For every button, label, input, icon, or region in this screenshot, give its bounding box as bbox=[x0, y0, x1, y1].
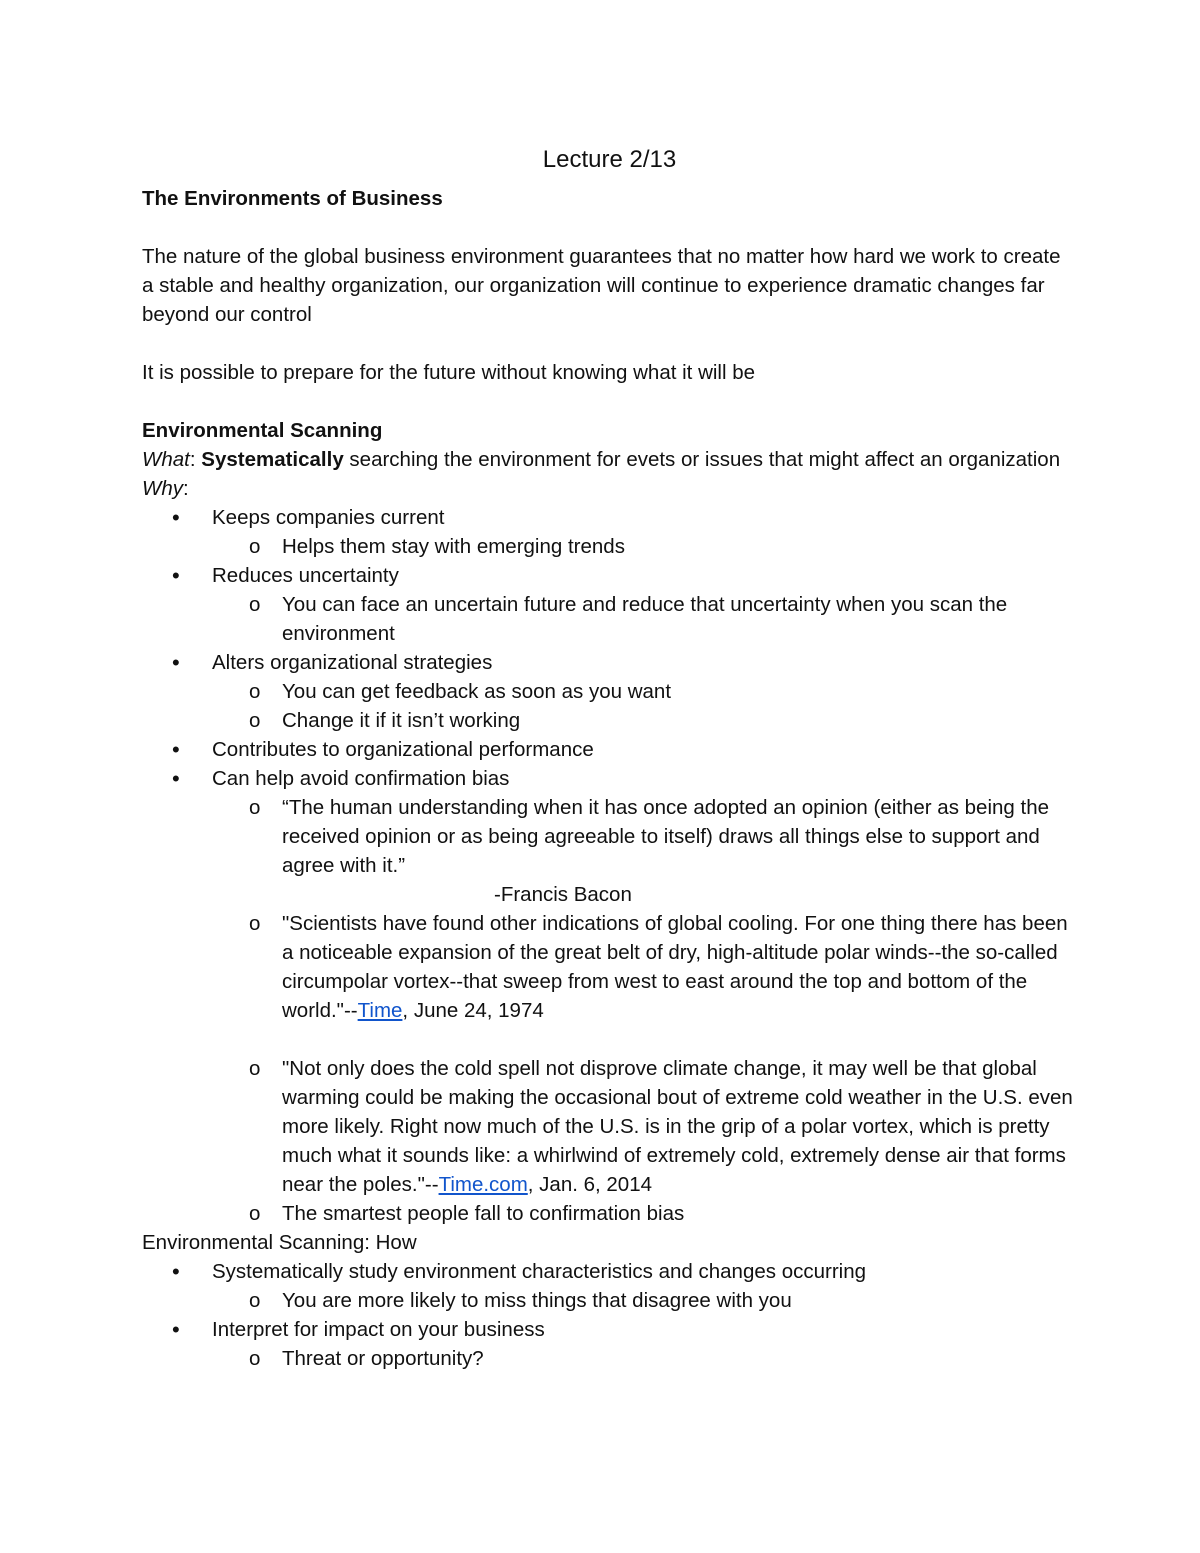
quote-time-2014 bbox=[212, 1054, 1077, 1199]
quote-bacon bbox=[212, 793, 1077, 909]
quote-date: , Jan. 6, 2014 bbox=[527, 1173, 653, 1196]
bullet-text: Systematically study environment characteristics and changes occurring bbox=[212, 1260, 867, 1283]
list-item bbox=[142, 503, 1077, 561]
document-page bbox=[142, 140, 1077, 1373]
intro-paragraph: The nature of the global business environment guarantees that no matter how hard we work to create a stable and healthy organization, our organization will continue to experience dramatic changes far beyond our control bbox=[142, 245, 1061, 326]
time-com-link[interactable]: Time.com bbox=[438, 1173, 528, 1196]
how-list bbox=[142, 1257, 1077, 1373]
what-line bbox=[142, 445, 1077, 474]
sub-list-item: o The smartest people fall to confirmation bias bbox=[212, 1199, 1077, 1228]
sub-list-item: o You can get feedback as soon as you want bbox=[212, 677, 1077, 706]
list-item bbox=[142, 561, 1077, 648]
what-rest: searching the environment for evets or issues that might affect an organization bbox=[343, 448, 1061, 471]
list-item bbox=[142, 1257, 1077, 1315]
quote-text: “The human understanding when it has once adopted an opinion (either as being the received opinion or as being agreeable to itself) draws all things else to support and agree with it.” bbox=[282, 796, 1050, 877]
why-label: Why bbox=[142, 477, 183, 500]
sub-list-item: o Helps them stay with emerging trends bbox=[212, 532, 1077, 561]
list-item bbox=[142, 764, 1077, 1228]
bullet-text: Contributes to organizational performance bbox=[212, 738, 594, 761]
bullet-text: Can help avoid confirmation bias bbox=[212, 767, 510, 790]
sub-list-item: o Threat or opportunity? bbox=[212, 1344, 1077, 1373]
bullet-text: Reduces uncertainty bbox=[212, 564, 399, 587]
page-title: Lecture 2/13 bbox=[542, 146, 677, 173]
scanning-heading: Environmental Scanning bbox=[142, 419, 383, 442]
bullet-text: Interpret for impact on your business bbox=[212, 1318, 545, 1341]
what-bold: Systematically bbox=[201, 448, 344, 471]
what-colon: : bbox=[189, 448, 202, 471]
bullet-text: Alters organizational strategies bbox=[212, 651, 493, 674]
quote-attribution: -Francis Bacon bbox=[494, 883, 632, 906]
sub-list-item: o You are more likely to miss things that disagree with you bbox=[212, 1286, 1077, 1315]
prepare-paragraph: It is possible to prepare for the future without knowing what it will be bbox=[142, 361, 756, 384]
list-item bbox=[142, 648, 1077, 735]
quote-time-1974 bbox=[212, 909, 1077, 1025]
list-item bbox=[142, 1315, 1077, 1373]
time-link[interactable]: Time bbox=[357, 999, 403, 1022]
sub-list-item: o You can face an uncertain future and reduce that uncertainty when you scan the environment bbox=[212, 590, 1077, 648]
sub-list-item: o Change it if it isn’t working bbox=[212, 706, 1077, 735]
quote-date: , June 24, 1974 bbox=[402, 999, 544, 1022]
what-label: What bbox=[142, 448, 190, 471]
how-heading: Environmental Scanning: How bbox=[142, 1231, 417, 1254]
section-heading: The Environments of Business bbox=[142, 187, 443, 210]
why-list bbox=[142, 503, 1077, 1228]
why-colon: : bbox=[183, 477, 189, 500]
bullet-text: Keeps companies current bbox=[212, 506, 445, 529]
quote-text: "Scientists have found other indications of global cooling. For one thing there has been a noticeable expansion of the great belt of dry, high-altitude polar winds--the so-called circumpolar vortex--that sweep from west to east around the top and bottom of the world."-- bbox=[282, 912, 1068, 1022]
quote-text: "Not only does the cold spell not disprove climate change, it may well be that global warming could be making the occasional bout of extreme cold weather in the U.S. even more likely. Right now much of the U.S. is in the grip of a polar vortex, which is pretty much what it sounds like: a whirlwind of extremely cold, extremely dense air that forms near the poles."-- bbox=[282, 1057, 1073, 1196]
list-item bbox=[142, 735, 1077, 764]
why-line bbox=[142, 474, 1077, 503]
